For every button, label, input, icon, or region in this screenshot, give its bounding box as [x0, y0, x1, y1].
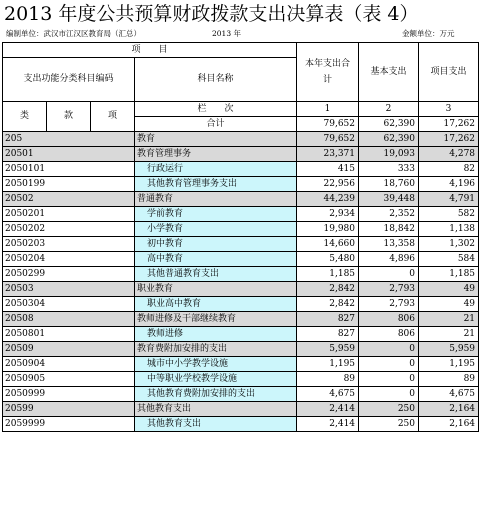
row-basic: 333: [359, 162, 419, 177]
row-project: 89: [419, 372, 479, 387]
heji-project: 17,262: [419, 117, 479, 132]
row-code: 2059999: [3, 417, 135, 432]
row-name: 教师进修及干部继续教育: [135, 312, 297, 327]
table-row: [3, 342, 479, 357]
expenditure-table: [2, 42, 479, 432]
row-project: 49: [419, 282, 479, 297]
row-code: 20503: [3, 282, 135, 297]
row-name: 职业高中教育: [135, 297, 297, 312]
row-code: 2050201: [3, 207, 135, 222]
header-n3: 3: [419, 102, 479, 117]
row-project: 4,675: [419, 387, 479, 402]
row-name: 其他教育支出: [135, 402, 297, 417]
table-row: [3, 387, 479, 402]
row-total: 89: [297, 372, 359, 387]
table-row: [3, 192, 479, 207]
row-name: 学前教育: [135, 207, 297, 222]
row-total: 19,980: [297, 222, 359, 237]
row-basic: 0: [359, 372, 419, 387]
row-total: 4,675: [297, 387, 359, 402]
row-basic: 2,793: [359, 297, 419, 312]
header-project: 项目支出: [419, 43, 479, 102]
row-basic: 18,760: [359, 177, 419, 192]
row-basic: 0: [359, 387, 419, 402]
row-project: 4,278: [419, 147, 479, 162]
row-total: 1,185: [297, 267, 359, 282]
table-row: [3, 162, 479, 177]
row-project: 49: [419, 297, 479, 312]
row-project: 4,196: [419, 177, 479, 192]
row-name: 教育费附加安排的支出: [135, 342, 297, 357]
row-code: 2050204: [3, 252, 135, 267]
heji-basic: 62,390: [359, 117, 419, 132]
table-row: [3, 267, 479, 282]
table-row: [3, 132, 479, 147]
row-code: 2050905: [3, 372, 135, 387]
row-name: 中等职业学校教学设施: [135, 372, 297, 387]
row-project: 1,185: [419, 267, 479, 282]
year-label: 2013 年: [212, 29, 241, 38]
row-project: 1,195: [419, 357, 479, 372]
header-heji: 合计: [135, 117, 297, 132]
row-basic: 250: [359, 402, 419, 417]
row-name: 普通教育: [135, 192, 297, 207]
table-row: [3, 357, 479, 372]
row-total: 2,842: [297, 282, 359, 297]
header-xiang: 项: [91, 102, 135, 132]
row-project: 21: [419, 327, 479, 342]
row-basic: 806: [359, 312, 419, 327]
row-basic: 0: [359, 342, 419, 357]
row-basic: 39,448: [359, 192, 419, 207]
row-project: 1,302: [419, 237, 479, 252]
row-basic: 0: [359, 357, 419, 372]
header-item: 项 目: [3, 43, 297, 58]
heji-total: 79,652: [297, 117, 359, 132]
row-basic: 2,352: [359, 207, 419, 222]
row-name: 小学教育: [135, 222, 297, 237]
row-name: 教师进修: [135, 327, 297, 342]
row-total: 1,195: [297, 357, 359, 372]
row-basic: 19,093: [359, 147, 419, 162]
row-project: 1,138: [419, 222, 479, 237]
row-total: 5,480: [297, 252, 359, 267]
row-basic: 2,793: [359, 282, 419, 297]
row-code: 20501: [3, 147, 135, 162]
row-name: 初中教育: [135, 237, 297, 252]
row-basic: 62,390: [359, 132, 419, 147]
row-basic: 18,842: [359, 222, 419, 237]
row-code: 205: [3, 132, 135, 147]
row-project: 5,959: [419, 342, 479, 357]
row-basic: 0: [359, 267, 419, 282]
header-func-code: 支出功能分类科目编码: [3, 58, 135, 102]
row-total: 2,414: [297, 402, 359, 417]
row-total: 5,959: [297, 342, 359, 357]
table-row: [3, 417, 479, 432]
header-n1: 1: [297, 102, 359, 117]
row-code: 2050304: [3, 297, 135, 312]
row-name: 其他教育管理事务支出: [135, 177, 297, 192]
table-row: [3, 222, 479, 237]
row-name: 教育管理事务: [135, 147, 297, 162]
row-total: 23,371: [297, 147, 359, 162]
header-lei: 类: [3, 102, 47, 132]
row-code: 2050999: [3, 387, 135, 402]
row-code: 2050199: [3, 177, 135, 192]
unit-label: 金额单位：万元: [402, 29, 455, 38]
row-total: 827: [297, 312, 359, 327]
row-name: 行政运行: [135, 162, 297, 177]
row-name: 高中教育: [135, 252, 297, 267]
row-basic: 250: [359, 417, 419, 432]
table-row: [3, 402, 479, 417]
row-project: 82: [419, 162, 479, 177]
row-code: 2050202: [3, 222, 135, 237]
row-basic: 13,358: [359, 237, 419, 252]
table-row: [3, 237, 479, 252]
row-project: 21: [419, 312, 479, 327]
row-name: 其他普通教育支出: [135, 267, 297, 282]
table-row: [3, 282, 479, 297]
row-name: 城市中小学教学设施: [135, 357, 297, 372]
table-row: [3, 372, 479, 387]
row-code: 20509: [3, 342, 135, 357]
row-code: 2050904: [3, 357, 135, 372]
row-code: 2050203: [3, 237, 135, 252]
row-code: 20508: [3, 312, 135, 327]
row-code: 2050801: [3, 327, 135, 342]
row-total: 44,239: [297, 192, 359, 207]
row-name: 教育: [135, 132, 297, 147]
row-code: 2050299: [3, 267, 135, 282]
header-lanci: 栏 次: [135, 102, 297, 117]
header-kuan: 款: [47, 102, 91, 132]
row-total: 22,956: [297, 177, 359, 192]
row-code: 20599: [3, 402, 135, 417]
row-project: 2,164: [419, 402, 479, 417]
table-row: [3, 297, 479, 312]
row-project: 2,164: [419, 417, 479, 432]
row-total: 14,660: [297, 237, 359, 252]
row-total: 79,652: [297, 132, 359, 147]
table-row: [3, 327, 479, 342]
table-row: [3, 147, 479, 162]
row-project: 4,791: [419, 192, 479, 207]
row-basic: 806: [359, 327, 419, 342]
row-code: 2050101: [3, 162, 135, 177]
row-name: 其他教育费附加安排的支出: [135, 387, 297, 402]
header-basic: 基本支出: [359, 43, 419, 102]
row-project: 582: [419, 207, 479, 222]
table-row: [3, 177, 479, 192]
row-total: 827: [297, 327, 359, 342]
header-total: 本年支出合计: [297, 43, 359, 102]
table-row: [3, 207, 479, 222]
page-title: 2013 年度公共预算财政拨款支出决算表（表 4）: [4, 3, 419, 25]
row-total: 2,414: [297, 417, 359, 432]
row-total: 2,842: [297, 297, 359, 312]
table-row: [3, 252, 479, 267]
row-total: 415: [297, 162, 359, 177]
table-row: [3, 312, 479, 327]
row-project: 17,262: [419, 132, 479, 147]
row-project: 584: [419, 252, 479, 267]
header-subject-name: 科目名称: [135, 58, 297, 102]
header-n2: 2: [359, 102, 419, 117]
row-basic: 4,896: [359, 252, 419, 267]
row-code: 20502: [3, 192, 135, 207]
row-total: 2,934: [297, 207, 359, 222]
row-name: 其他教育支出: [135, 417, 297, 432]
row-name: 职业教育: [135, 282, 297, 297]
compiler-label: 编制单位：武汉市江汉区教育局（汇总）: [6, 29, 141, 38]
